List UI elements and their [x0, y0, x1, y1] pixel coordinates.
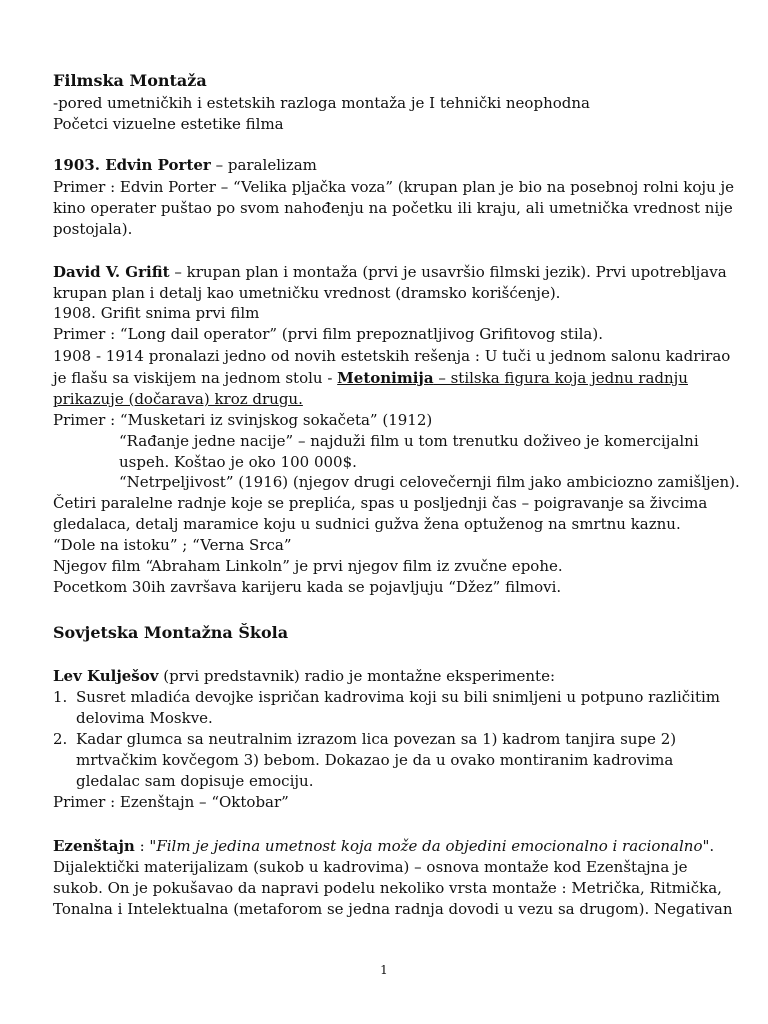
- text-line: 1908. Grifit snima prvi film: [53, 304, 260, 322]
- grifit-name: David V. Grifit: [53, 263, 170, 281]
- text-line: sukob. On je pokušavao da napravi podelu nekoliko vrsta montaže : Metrička, Ritmička,: [53, 879, 722, 897]
- text-line: Primer : “Long dail operator” (prvi film prepoznatljivog Grifitovog stila).: [53, 325, 603, 343]
- text-line: Dijalektički materijalizam (sukob u kadrovima) – osnova montaže kod Ezenštajna je: [53, 858, 688, 876]
- ezenstajn-name: Ezenštajn: [53, 837, 135, 855]
- page-number: 1: [380, 963, 388, 977]
- grifit-heading-line: [53, 262, 727, 283]
- text-line: “Rađanje jedne nacije” – najduži film u tom trenutku doživeo je komercijalni: [119, 432, 699, 450]
- ezenstajn-quote: "Film je jedina umetnost koja može da objedini emocionalno i racionalno": [149, 837, 710, 855]
- heading-filmska-montaza: Filmska Montaža: [53, 71, 207, 90]
- metonimija-line: [53, 368, 688, 389]
- ezenstajn-heading-line: [53, 836, 714, 857]
- list-item: Susret mladića devojke ispričan kadrovima koji su bili snimljeni u potpuno različitim: [76, 688, 721, 706]
- text-span: je flašu sa viskijem na jednom stolu -: [53, 369, 338, 387]
- metonimija-definition: – stilska figura koja jednu radnju: [433, 369, 688, 387]
- text-line: 1908 - 1914 pronalazi jedno od novih estetskih rešenja : U tuči u jednom salonu kadrirao: [53, 347, 731, 365]
- text-span: .: [709, 837, 715, 855]
- metonimija-term: Metonimija: [337, 369, 434, 387]
- text-line: Početci vizuelne estetike filma: [53, 115, 284, 133]
- heading-sovjetska-montazna-skola: Sovjetska Montažna Škola: [53, 623, 289, 642]
- text-line: Primer : Ezenštajn – “Oktobar”: [53, 793, 289, 811]
- porter-name: 1903. Edvin Porter: [53, 156, 211, 174]
- list-item: delovima Moskve.: [76, 709, 213, 727]
- list-number: 2.: [53, 730, 68, 748]
- text-line: Tonalna i Intelektualna (metaforom se jedna radnja dovodi u vezu sa drugom). Negativan: [53, 900, 733, 918]
- text-line: Pocetkom 30ih završava karijeru kada se pojavljuju “Džez” filmovi.: [53, 578, 562, 596]
- text-line: postojala).: [53, 220, 133, 238]
- text-line: -pored umetničkih i estetskih razloga montaža je I tehnički neophodna: [53, 94, 590, 112]
- list-item: Kadar glumca sa neutralnim izrazom lica povezan sa 1) kadrom tanjira supe 2): [76, 730, 677, 748]
- text-line: Primer : “Musketari iz svinjskog sokačeta” (1912): [53, 411, 433, 429]
- list-item: gledalac sam dopisuje emociju.: [76, 772, 314, 790]
- text-line: gledalaca, detalj maramice koju u sudnici gužva žena optuženog na smrtnu kaznu.: [53, 515, 681, 533]
- list-number: 1.: [53, 688, 68, 706]
- text-line: Četiri paralelne radnje koje se preplića, spas u posljednji čas – poigravanje sa živcima: [53, 494, 708, 512]
- metonimija-definition-cont: prikazuje (dočarava) kroz drugu.: [53, 390, 303, 408]
- grifit-topic: – krupan plan i montaža (prvi je usavršio filmski jezik). Prvi upotrebljava: [169, 263, 727, 281]
- lev-topic: (prvi predstavnik) radio je montažne eksperimente:: [158, 667, 556, 685]
- text-line: kino operater puštao po svom nahođenju na početku ili kraju, ali umetnička vrednost nije: [53, 199, 733, 217]
- lev-heading-line: [53, 666, 555, 687]
- porter-topic: – paralelizam: [210, 156, 317, 174]
- text-line: “Netrpeljivost” (1916) (njegov drugi celovečernji film jako ambiciozno zamišljen).: [119, 473, 740, 491]
- text-line: Primer : Edvin Porter – “Velika pljačka voza” (krupan plan je bio na posebnoj rolni koju je: [53, 178, 735, 196]
- text-line: “Dole na istoku” ; “Verna Srca”: [53, 536, 292, 554]
- text-line: krupan plan i detalj kao umetničku vrednost (dramsko korišćenje).: [53, 284, 561, 302]
- text-span: :: [134, 837, 150, 855]
- text-line: uspeh. Koštao je oko 100 000$.: [119, 453, 357, 471]
- list-item: mrtvačkim kovčegom 3) bebom. Dokazao je da u ovako montiranim kadrovima: [76, 751, 674, 769]
- text-line: Njegov film “Abraham Linkoln” je prvi njegov film iz zvučne epohe.: [53, 557, 563, 575]
- porter-heading-line: [53, 155, 317, 176]
- lev-name: Lev Kulješov: [53, 667, 159, 685]
